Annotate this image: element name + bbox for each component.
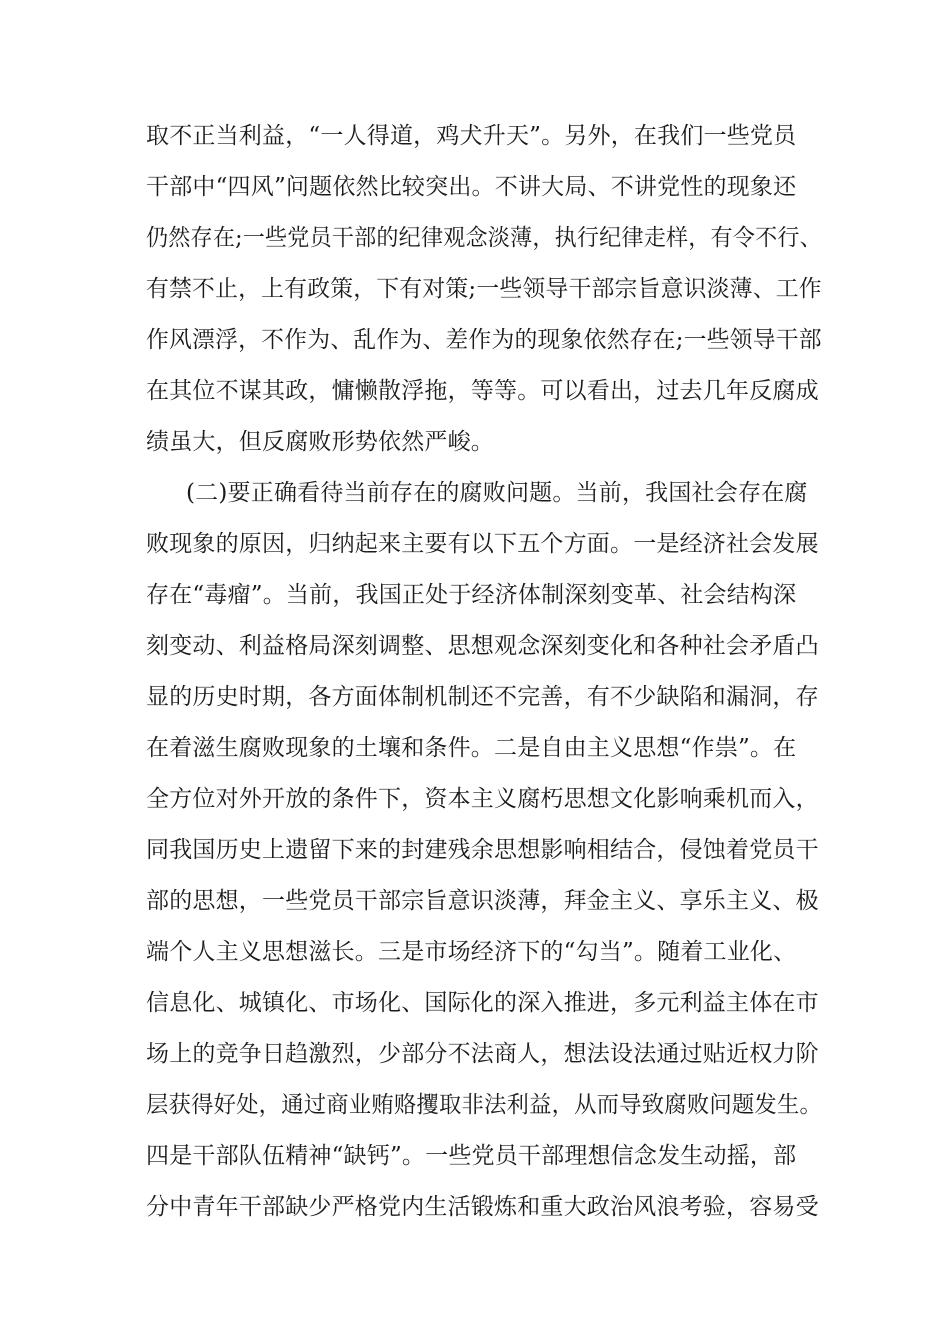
text-line-1: 取不正当利益，“一人得道，鸡犬升天”。另外，在我们一些党员 (146, 123, 797, 149)
text-line-5: 作风漂浮，不作为、乱作为、差作为的现象依然存在;一些领导干部 (146, 327, 822, 353)
text-line-17: 端个人主义思想滋长。三是市场经济下的“勾当”。随着工业化、 (146, 939, 797, 965)
text-line-19: 场上的竞争日趋激烈，少部分不法商人，想法设法通过贴近权力阶 (146, 1041, 819, 1067)
text-line-2: 干部中“四风”问题依然比较突出。不讲大局、不讲党性的现象还 (146, 174, 797, 200)
text-line-4: 有禁不止，上有政策，下有对策;一些领导干部宗旨意识淡薄、工作 (146, 276, 822, 302)
text-line-3: 仍然存在;一些党员干部的纪律观念淡薄，执行纪律走样，有令不行、 (146, 225, 822, 251)
text-line-16: 部的思想，一些党员干部宗旨意识淡薄，拜金主义、享乐主义、极 (146, 888, 819, 914)
text-line-11: 刻变动、利益格局深刻调整、思想观念深刻变化和各种社会矛盾凸 (146, 633, 819, 659)
text-line-12: 显的历史时期，各方面体制机制还不完善，有不少缺陷和漏洞，存 (146, 684, 819, 710)
text-line-14: 全方位对外开放的条件下，资本主义腐朽思想文化影响乘机而入， (146, 786, 819, 812)
text-line-18: 信息化、城镇化、市场化、国际化的深入推进，多元利益主体在市 (146, 990, 819, 1016)
text-line-10: 存在“毒瘤”。当前，我国正处于经济体制深刻变革、社会结构深 (146, 582, 797, 608)
text-line-15: 同我国历史上遗留下来的封建残余思想影响相结合，侵蚀着党员干 (146, 837, 819, 863)
text-line-8: (二)要正确看待当前存在的腐败问题。当前，我国社会存在腐 (186, 480, 808, 506)
text-line-20: 层获得好处，通过商业贿赂攫取非法利益，从而导致腐败问题发生。 (146, 1092, 823, 1118)
text-line-7: 绩虽大，但反腐败形势依然严峻。 (146, 429, 494, 455)
text-line-9: 败现象的原因，归纳起来主要有以下五个方面。一是经济社会发展 (146, 531, 819, 557)
text-line-6: 在其位不谋其政，慵懒散浮拖，等等。可以看出，过去几年反腐成 (146, 378, 819, 404)
text-line-13: 在着滋生腐败现象的土壤和条件。二是自由主义思想“作祟”。在 (146, 735, 797, 761)
text-line-21: 四是干部队伍精神“缺钙”。一些党员干部理想信念发生动摇，部 (146, 1143, 797, 1169)
text-line-22: 分中青年干部缺少严格党内生活锻炼和重大政治风浪考验，容易受 (146, 1194, 819, 1220)
